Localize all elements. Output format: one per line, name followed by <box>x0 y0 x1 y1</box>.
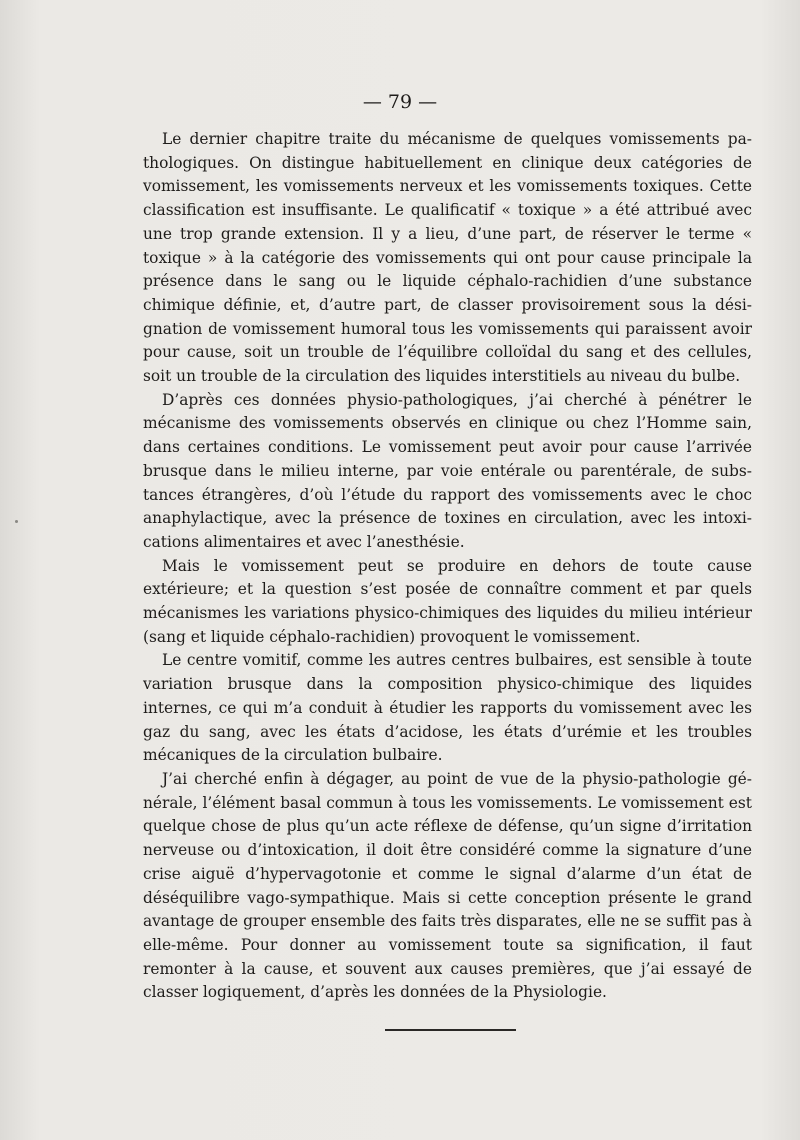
closing-rule <box>385 1029 516 1031</box>
page-number: — 79 — <box>362 91 438 113</box>
paragraph-5: J’ai cherché enfin à dégager, au point de vue de la physio-pathologie générale, l’élément basal commun à tous les vomissements. Le vomissement est quelque chose de plus qu’un acte réflexe de défense, qu’un signe d’irritation nerveuse ou d’intoxication, il doit être considéré comme la signature d’une crise aiguë d’hypervagotonie et comme le signal d’alarme d’un état de déséquilibre vago-sympathique. Mais si cette conception présente le grand avantage de grouper ensemble des faits très disparates, elle ne se suffit pas à elle-même. Pour donner au vomissement toute sa signification, il faut remonter à la cause, et souvent aux causes premières, que j’ai essayé de classer logiquement, d’après les données de la Physiologie. <box>143 769 752 1002</box>
body-text <box>143 128 752 1005</box>
paper-speck <box>15 520 18 523</box>
paragraph-3: Mais le vomissement peut se produire en dehors de toute cause extérieure; et la question s’est posée de connaître comment et par quels mécanismes les variations physico-chimiques des liquides du milieu intérieur (sang et liquide céphalo-rachidien) provoquent le vomissement. <box>143 556 752 646</box>
paragraph-4: Le centre vomitif, comme les autres centres bulbaires, est sensible à toute variation brusque dans la composition physico-chimique des liquides internes, ce qui m’a conduit à étudier les rapports du vomissement avec les gaz du sang, avec les états d’acidose, les états d’urémie et les troubles mécaniques de la circulation bulbaire. <box>143 651 752 765</box>
paragraph-2: D’après ces données physio-pathologiques, j’ai cherché à pénétrer le mécanisme des vomissements observés en clinique ou chez l’Homme sain, dans certaines conditions. Le vomissement peut avoir pour cause l’arrivée brusque dans le milieu interne, par voie entérale ou parentérale, de substances étrangères, d’où l’étude du rapport des vomissements avec le choc anaphylactique, avec la présence de toxines en circulation, avec les intoxications alimentaires et avec l’anesthésie. <box>143 390 752 551</box>
paragraph-1: Le dernier chapitre traite du mécanisme de quelques vomissements pathologiques. On distingue habituellement en clinique deux catégories de vomissement, les vomissements nerveux et les vomissements toxiques. Cette classification est insuffisante. Le qualificatif « toxique » a été attribué avec une trop grande extension. Il y a lieu, d’une part, de réserver le terme « toxique » à la catégorie des vomissements qui ont pour cause principale la présence dans le sang ou le liquide céphalo-rachidien d’une substance chimique définie, et, d’autre part, de classer provisoirement sous la désignation de vomissement humoral tous les vomissements qui paraissent avoir pour cause, soit un trouble de l’équilibre colloïdal du sang et des cellules, soit un trouble de la circulation des liquides interstitiels au niveau du bulbe. <box>143 130 752 386</box>
